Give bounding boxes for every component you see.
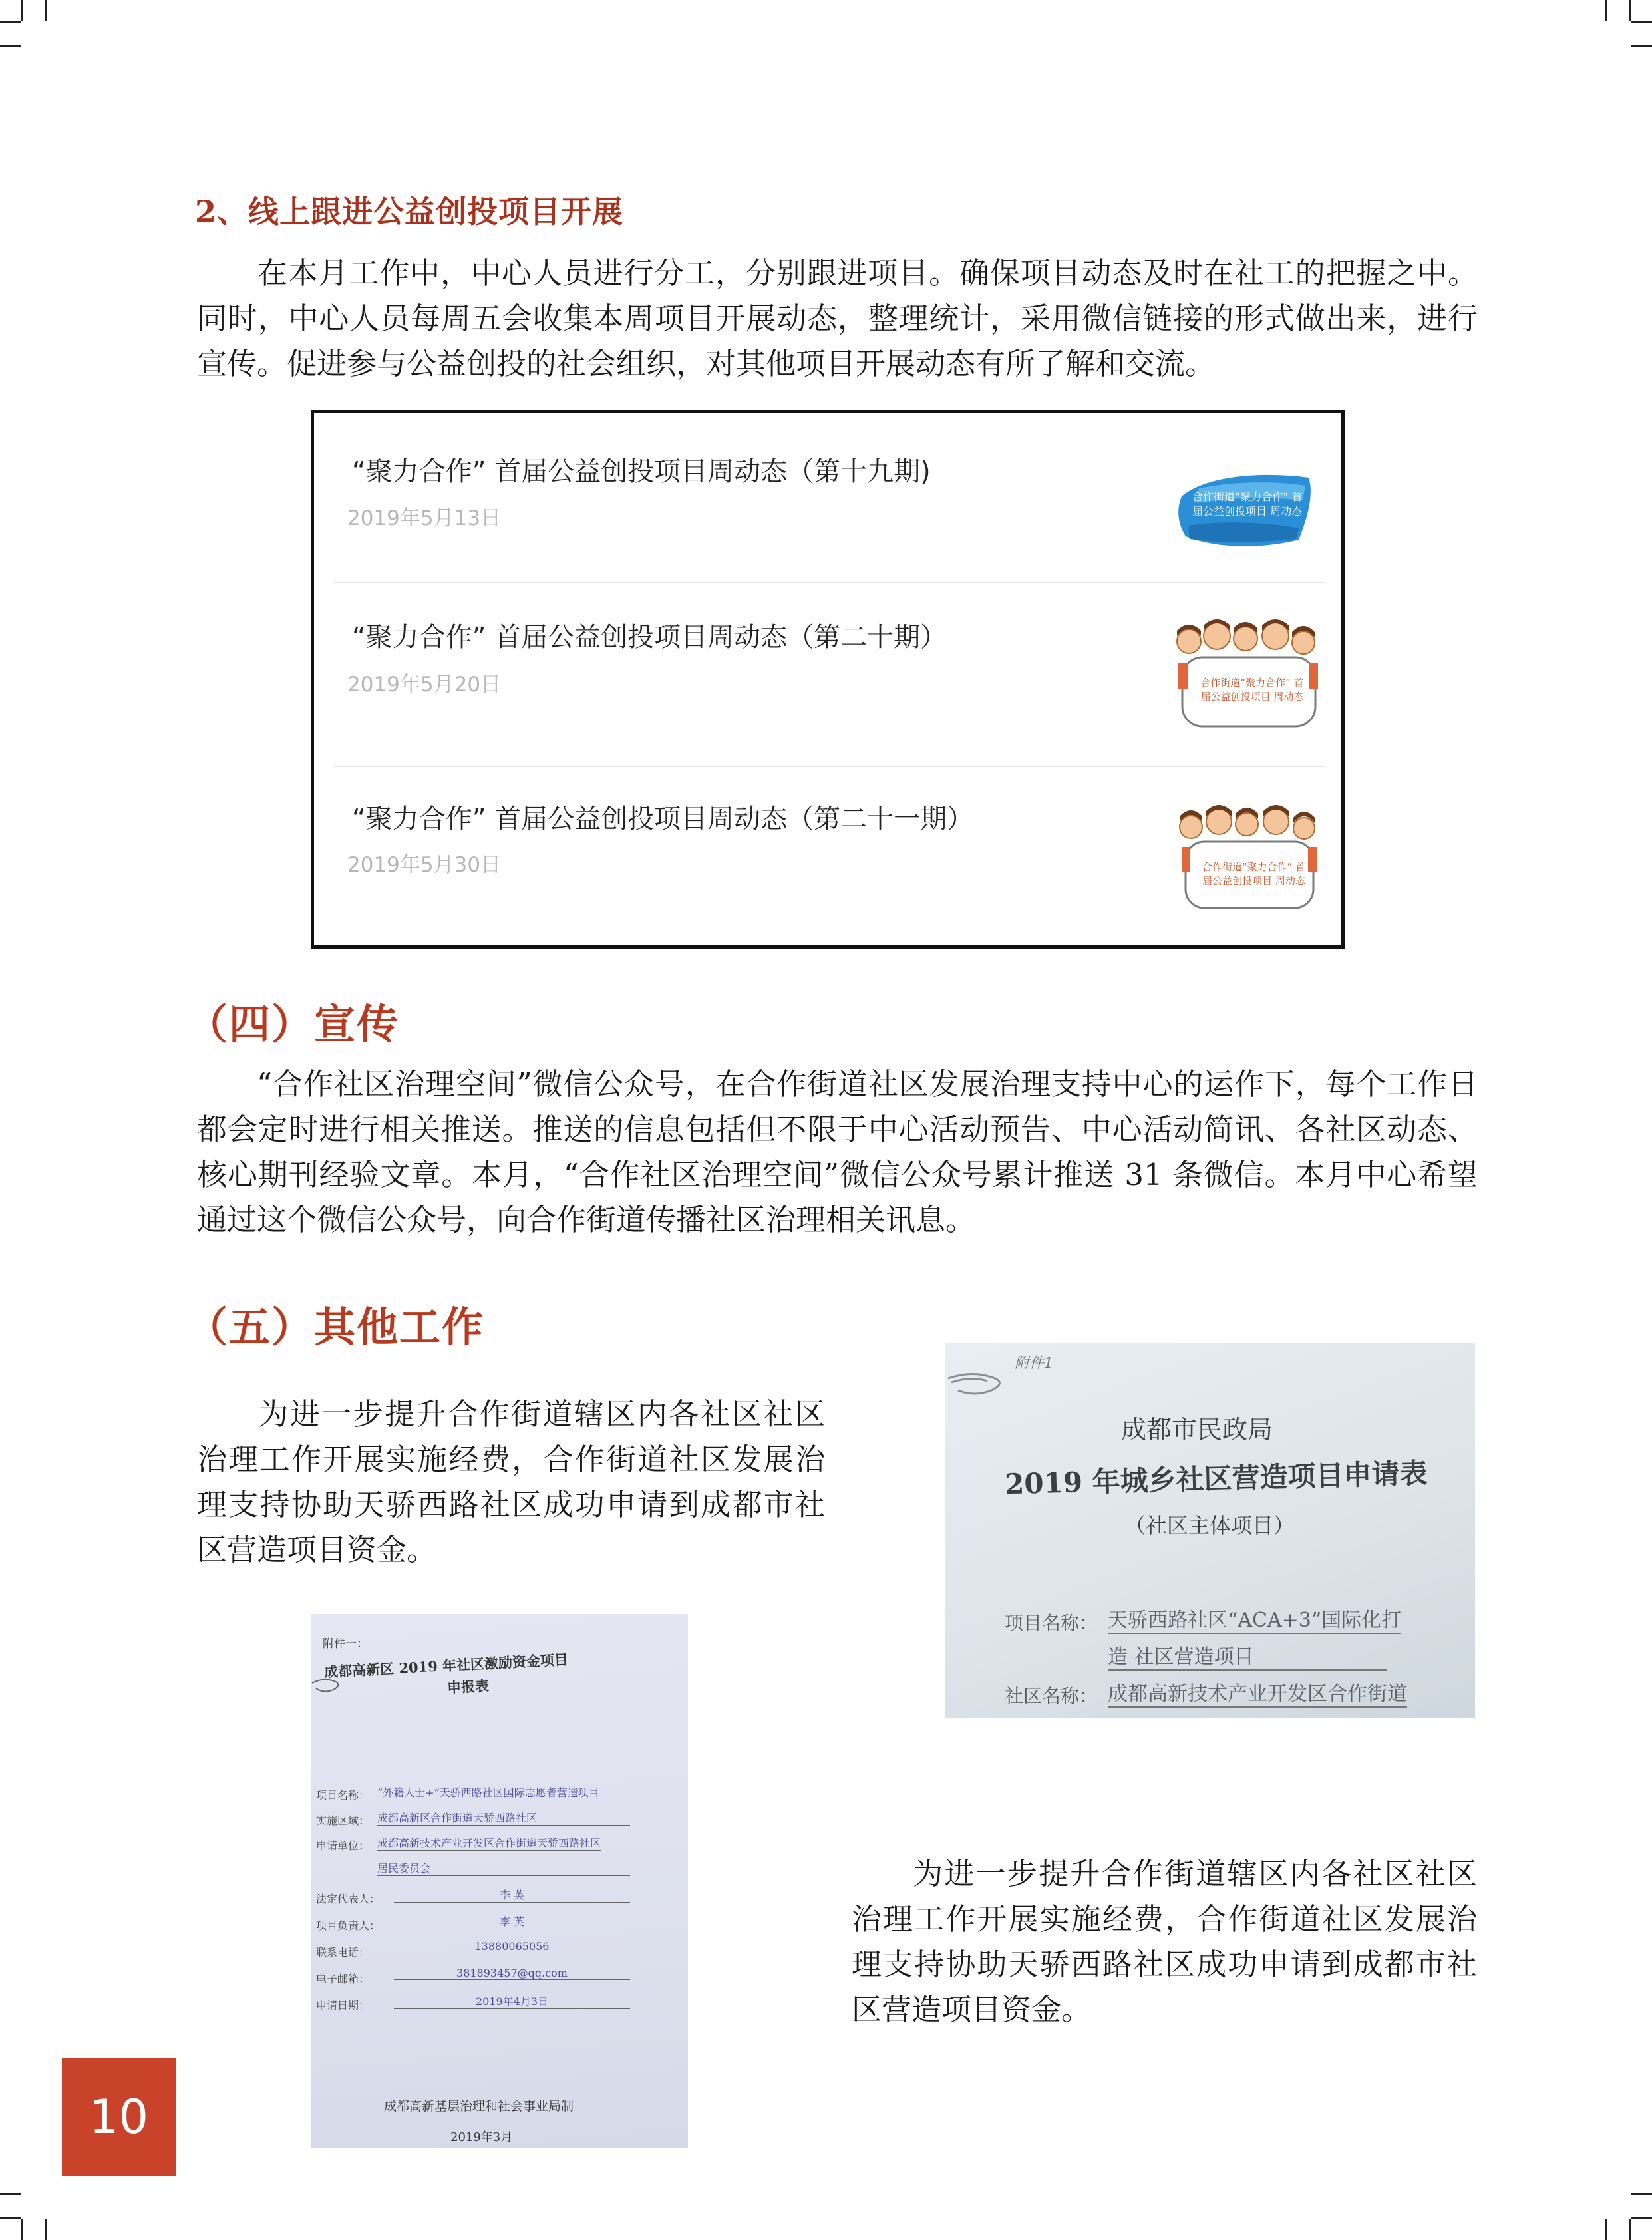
form-row-value: 李 英 [394, 1887, 630, 1903]
feed-item-title: “聚力合作” 首届公益创投项目周动态（第二十一期） [352, 804, 974, 834]
crop-mark [1631, 45, 1652, 47]
form-row-value: 13880065056 [394, 1940, 630, 1953]
feed-item[interactable] [327, 776, 1332, 943]
wechat-feed-screenshot [311, 410, 1345, 949]
section4-paragraph [197, 1062, 1478, 1243]
feed-item[interactable] [327, 596, 1332, 762]
form-row-value: 381893457@qq.com [394, 1967, 630, 1980]
crop-mark [21, 2219, 23, 2240]
crop-mark [0, 2217, 21, 2219]
section5-heading: （五）其他工作 [186, 1303, 485, 1351]
feed-item-title: “聚力合作” 首届公益创投项目周动态（第二十期） [352, 622, 947, 653]
form-row-label: 项目负责人： [316, 1919, 381, 1932]
form-row-label: 电子邮箱： [316, 1973, 370, 1985]
form-row-value: 李 英 [394, 1913, 630, 1929]
doc-label-project: 项目名称： [1005, 1612, 1098, 1634]
feed-item-date: 2019年5月30日 [347, 853, 502, 877]
crop-mark [45, 0, 47, 21]
declaration-form-photo [311, 1614, 688, 2148]
crop-mark [1631, 2193, 1652, 2195]
doc-label-community: 社区名称： [1005, 1685, 1098, 1707]
form-row-value: 2019年4月3日 [394, 1993, 630, 2009]
section5-text-left: 为进一步提升合作街道辖区内各社区社区治理工作开展实施经费，合作街道社区发展治理支持协助天骄西路社区成功申请到成都市社区营造项目资金。 [197, 1396, 825, 1567]
feed-item-date: 2019年5月13日 [347, 506, 502, 530]
crop-mark [1629, 0, 1631, 21]
form-row-label: 法定代表人： [316, 1893, 381, 1905]
crop-mark [45, 2219, 47, 2240]
application-form-photo [945, 1343, 1475, 1718]
crop-mark [0, 45, 21, 47]
paper-clip-icon [945, 1364, 1025, 1404]
doc-title: 2019 年城乡社区营造项目申请表 [1004, 1456, 1428, 1501]
section4-heading: （四）宣传 [186, 1000, 400, 1048]
feed-divider [334, 582, 1325, 583]
feed-item-title: “聚力合作” 首届公益创投项目周动态（第十九期) [352, 456, 931, 487]
section5-paragraph-left [197, 1392, 825, 1573]
crop-mark [0, 21, 21, 23]
section2-heading: 2、线上跟进公益创投项目开展 [195, 194, 624, 230]
doc-attachment-label: 附件1 [1015, 1355, 1053, 1372]
page-number: 10 [62, 2058, 176, 2176]
section5-paragraph-right [852, 1851, 1477, 2032]
crop-mark [1605, 2219, 1607, 2240]
feed-divider [334, 766, 1325, 767]
section4-text: “合作社区治理空间”微信公众号，在合作街道社区发展治理支持中心的运作下，每个工作日都会定时进行相关推送。推送的信息包括但不限于中心活动预告、中心活动简讯、各社区动态、核心期刊经验文章。本月，“合作社区治理空间”微信公众号累计推送 31 条微信。本月中心希望通过这个微信公众号，向合作街道传播社区治理相关讯息。 [197, 1066, 1478, 1237]
feed-item[interactable] [327, 426, 1332, 593]
form-row-value: 成都高新区合作街道天骄西路社区 [377, 1810, 630, 1826]
section2-text: 在本月工作中，中心人员进行分工，分别跟进项目。确保项目动态及时在社工的把握之中。同时，中心人员每周五会收集本周项目开展动态，整理统计，采用微信链接的形式做出来，进行宣传。促进参与公益创投的社会组织，对其他项目开展动态有所了解和交流。 [197, 255, 1478, 381]
form-row-value: “外籍人士+”天骄西路社区国际志愿者营造项目 [377, 1784, 599, 1800]
form-row-label: 申请单位： [316, 1840, 370, 1852]
form-row-value: 居民委员会 [377, 1860, 630, 1876]
crop-mark [1629, 2219, 1631, 2240]
doc-community-value: 成都高新技术产业开发区合作街道 [1108, 1677, 1407, 1708]
paper-clip-icon [311, 1673, 344, 1699]
form-row-label: 项目名称： [316, 1789, 370, 1802]
doc-project-value: 天骄西路社区“ACA+3”国际化打 [1108, 1603, 1401, 1634]
doc-footer-org: 成都高新基层治理和社会事业局制 [384, 2099, 574, 2114]
doc-footer-date: 2019年3月 [450, 2130, 513, 2144]
doc-attachment-label: 附件一： [323, 1637, 368, 1651]
doc-org: 成都市民政局 [1121, 1415, 1273, 1444]
form-row-label: 申请日期： [316, 1999, 370, 2012]
section2-paragraph [197, 251, 1478, 387]
form-row-label: 联系电话： [316, 1946, 370, 1959]
section5-text-right: 为进一步提升合作街道辖区内各社区社区治理工作开展实施经费，合作街道社区发展治理支持协助天骄西路社区成功申请到成都市社区营造项目资金。 [852, 1856, 1477, 2027]
crop-mark [0, 2193, 21, 2195]
doc-project-value-2: 造 社区营造项目 [1108, 1640, 1387, 1671]
feed-thumbnail-kids [1172, 803, 1325, 916]
crop-mark [1631, 2217, 1652, 2219]
crop-mark [1631, 21, 1652, 23]
doc-title: 成都高新区 2019 年社区激励资金项目 [323, 1651, 569, 1680]
crop-mark [21, 0, 23, 21]
crop-mark [1605, 0, 1607, 21]
form-row-value: 成都高新技术产业开发区合作街道天骄西路社区 [377, 1835, 601, 1851]
feed-item-date: 2019年5月20日 [347, 673, 502, 697]
feed-thumbnail-text: 合作街道“聚力合作” 首届公益创投项目 周动态 [1192, 490, 1303, 518]
doc-subtitle: （社区主体项目） [1124, 1513, 1295, 1538]
doc-subtitle: 申报表 [446, 1677, 490, 1696]
form-row-label: 实施区域： [316, 1814, 370, 1827]
feed-thumbnail-text: 合作街道“聚力合作” 首届公益创投项目 周动态 [1202, 861, 1306, 887]
feed-thumbnail-text: 合作街道“聚力合作” 首届公益创投项目 周动态 [1200, 677, 1304, 703]
